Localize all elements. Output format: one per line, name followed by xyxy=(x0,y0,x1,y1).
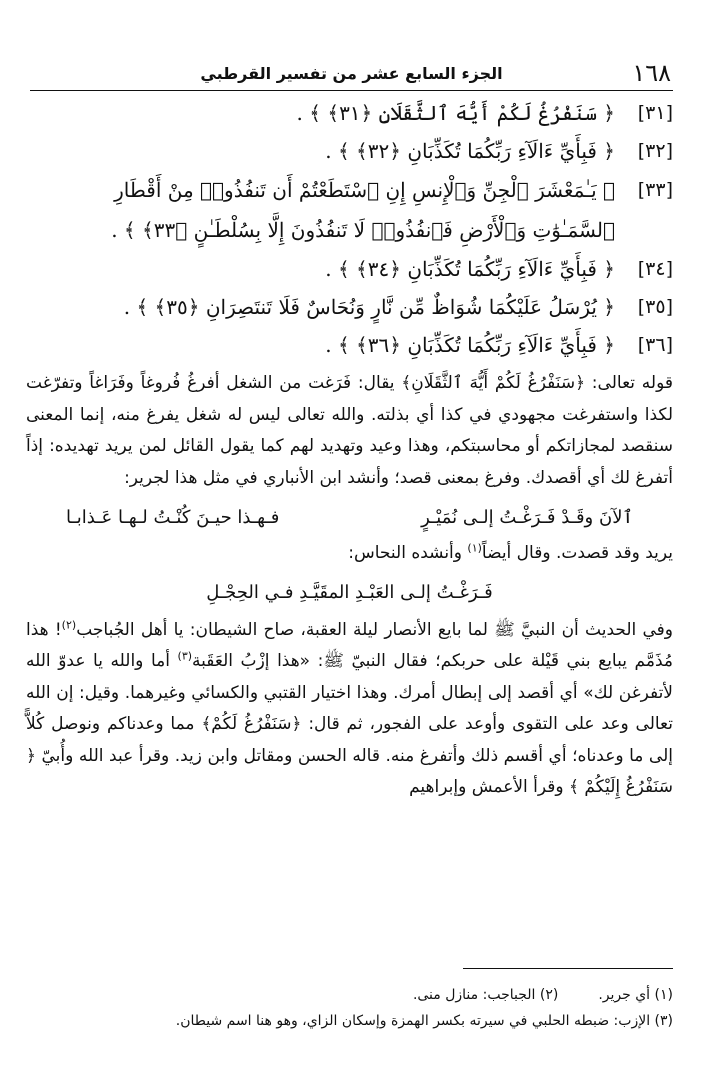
page-number: ١٦٨ xyxy=(632,59,671,87)
poem-nahhas: فَـرَغْـتُ إلـى العَبْـدِ المقَيَّـدِ فـي الحِجْـلِ xyxy=(206,582,493,603)
footnotes xyxy=(26,982,673,1034)
footnote-divider xyxy=(463,968,673,969)
paragraph-text: ! هذا مُذَمَّم يبايع بني قَيْلة على حربكم؛ فقال النبيّ ﷺ: «هذا إزْبُ العَقَبة xyxy=(26,619,673,671)
footnote-marker-3: (٣) xyxy=(177,649,193,663)
verse-34 xyxy=(26,250,673,288)
verse-number: [٣٣] xyxy=(637,179,673,201)
verse-list xyxy=(26,94,673,364)
footnote-3: (٣) الإزب: ضبطه الحلبي في سيرته بكسر الهمزة وإسكان الزاي، وهو هنا اسم شيطان. xyxy=(175,1013,673,1029)
footnote-marker-1: (١) xyxy=(467,540,482,554)
footnote-2: (٢) الجباجب: منازل منى. xyxy=(412,987,559,1003)
verse-text: ﴿ سَنَفْرُغُ لَكُمْ أَيُّهَ ٱلثَّقَلَانِ ﴿٣١﴾ ﴾ . xyxy=(296,101,615,125)
verse-text: ﴿ يَـٰمَعْشَرَ ٱلْجِنِّ وَٱلْإِنسِ إِنِ ٱسْتَطَعْتُمْ أَن تَنفُذُوا۟ مِنْ أَقْطَارِ ٱلسَّمَـٰوَٰتِ وَٱلْأَرْضِ فَٱنفُذُوا۟ لَا تَنفُذُونَ إِلَّا بِسُلْطَـٰنٍ ﴿٣٣﴾ ﴾ . xyxy=(111,178,615,242)
commentary-body xyxy=(26,368,673,804)
verse-32 xyxy=(26,132,673,170)
paragraph-text: يريد وقد قصدت. وقال أيضاً xyxy=(481,542,673,563)
verse-36 xyxy=(26,326,673,364)
verse-31 xyxy=(26,94,673,132)
verse-text: ﴿ فَبِأَيِّ ءَالَآءِ رَبِّكُمَا تُكَذِّبَانِ ﴿٣٤﴾ ﴾ . xyxy=(325,257,615,281)
footnote-marker-2: (٢) xyxy=(61,617,77,631)
poem-hemistich-second: فـهـذا حيـنَ كُنْـتُ لـهـا عَـذابـا xyxy=(66,507,280,528)
verse-35 xyxy=(26,288,673,326)
verse-33 xyxy=(26,170,673,250)
commentary-paragraph-3 xyxy=(26,615,673,804)
verse-number: [٣٥] xyxy=(637,296,673,318)
poem-jarir xyxy=(26,494,673,538)
poem-hemistich-first: ٱلآنَ وقَـدْ فَـرَغْـتُ إلـى نُمَيْـرٍ xyxy=(421,507,633,528)
verse-text: ﴿ يُرْسَلُ عَلَيْكُمَا شُوَاظٌ مِّن نَّارٍ وَنُحَاسٌ فَلَا تَنتَصِرَانِ ﴿٣٥﴾ ﴾ . xyxy=(123,295,615,319)
verse-number: [٣٢] xyxy=(637,140,673,162)
verse-number: [٣٦] xyxy=(637,334,673,356)
verse-number: [٣٤] xyxy=(637,258,673,280)
verse-text: ﴿ فَبِأَيِّ ءَالَآءِ رَبِّكُمَا تُكَذِّبَانِ ﴿٣٢﴾ ﴾ . xyxy=(325,139,615,163)
commentary-paragraph-2 xyxy=(26,538,673,570)
running-title: الجزء السابع عشر من تفسير القرطبي xyxy=(200,64,503,83)
verse-number: [٣١] xyxy=(637,102,673,124)
verse-text: ﴿ فَبِأَيِّ ءَالَآءِ رَبِّكُمَا تُكَذِّبَانِ ﴿٣٦﴾ ﴾ . xyxy=(325,333,615,357)
page-header xyxy=(30,58,673,91)
paragraph-text: وفي الحديث أن النبيَّ ﷺ لما بايع الأنصار ليلة العقبة، صاح الشيطان: يا أهل الجُباجب xyxy=(76,619,673,640)
footnote-row xyxy=(26,982,673,1008)
commentary-paragraph-1: قوله تعالى: ﴿سَنَفْرُغُ لَكُمْ أَيُّهَ ٱلثَّقَلَانِ﴾ يقال: فَرَغت من الشغل أفرغُ فُروغاً وفَرَاغاً وتفرّغت لكذا واستفرغت مجهودي في كذا أي بذلته. والله تعالى ليس له شغل يفرغ منه، إنما المعنى سنقصد لمجازاتكم أو محاسبتكم، وهذا وعيد وتهديد لهم كما يقول القائل لمن يريد تهديده: إذاً أتفرغ لك أي أقصدك. وفرغ بمعنى قصد؛ وأنشد ابن الأنباري في مثل هذا لجرير: xyxy=(26,373,673,488)
footnote-1: (١) أي جرير. xyxy=(598,987,673,1003)
paragraph-text: وأنشده النحاس: xyxy=(348,542,468,563)
paragraph-text: أما والله يا عدوّ الله لأتفرغن لك» أي أقصد إلى إبطال أمرك. وهذا اختيار القتبي والكسائي وغيرهما. وقيل: إن الله تعالى وعد على التقوى وأوعد على الفجور، ثم قال: ﴿سَنَفْرُغُ لَكُمْ﴾ مما وعدناكم ونوصل كُلاًّ إلى ما وعدناه؛ أي أقسم ذلك وأتفرغ منه. قاله الحسن ومقاتل وابن زيد. وقرأ عبد الله وأُبيّ ﴿ سَنَفْرُغُ إِلَيْكُمْ ﴾ وقرأ الأعمش وإبراهيم xyxy=(26,651,673,797)
